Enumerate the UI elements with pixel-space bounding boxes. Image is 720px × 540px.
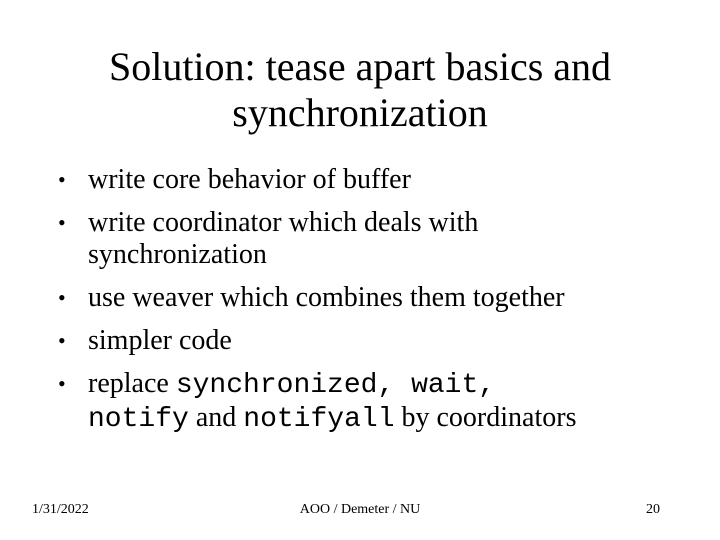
footer-center: AOO / Demeter / NU [299, 502, 421, 517]
bullet-icon: • [58, 285, 66, 310]
bullet-icon: • [58, 328, 66, 353]
bullet-list [56, 164, 696, 449]
bullet-text: simpler code [88, 325, 232, 356]
bullet-text-suffix: by coordinators [394, 402, 577, 433]
slide-title [60, 44, 660, 136]
code-synchronized-wait: synchronized, wait, [175, 370, 496, 401]
bullet-icon: • [58, 167, 66, 192]
code-notifyall: notifyall [243, 404, 395, 435]
title-line-2: synchronization [232, 90, 488, 135]
bullet-icon: • [58, 371, 66, 396]
bullet-icon: • [58, 210, 66, 235]
bullet-text: use weaver which combines them together [88, 282, 565, 313]
bullet-text: write core behavior of buffer [88, 164, 411, 195]
bullet-item [56, 207, 696, 271]
footer-page-number: 20 [646, 502, 660, 517]
code-notify: notify [88, 404, 189, 435]
title-line-1: Solution: tease apart basics and [108, 44, 612, 89]
bullet-text: replace [88, 368, 176, 399]
bullet-item [56, 368, 696, 436]
bullet-item [56, 164, 696, 196]
bullet-text-and: and [188, 402, 244, 433]
bullet-text-continued: synchronization [88, 239, 267, 270]
footer-date: 1/31/2022 [32, 502, 89, 517]
bullet-item [56, 282, 696, 314]
bullet-text: write coordinator which deals with [88, 207, 479, 238]
bullet-item [56, 325, 696, 357]
